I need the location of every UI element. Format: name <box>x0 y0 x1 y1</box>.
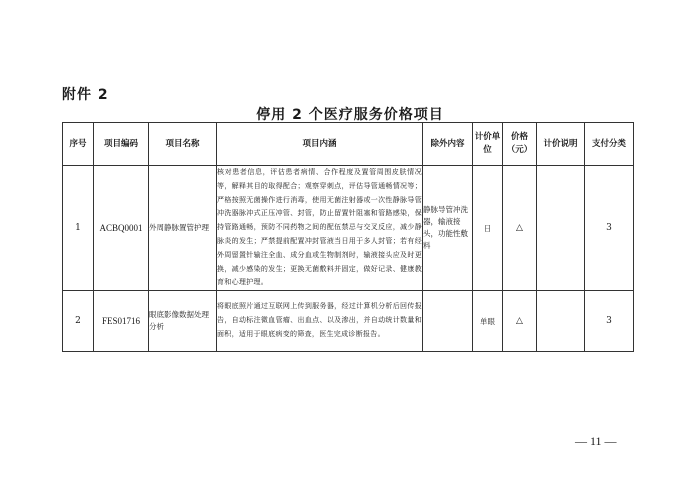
table-row <box>63 291 634 352</box>
row-name: 眼底影像数据处理分析 <box>149 291 217 352</box>
table-row <box>63 166 634 291</box>
row-payment-category: 3 <box>585 291 634 352</box>
row-unit: 日 <box>473 166 503 291</box>
header-exclusions: 除外内容 <box>423 123 473 166</box>
header-content: 项目内涵 <box>217 123 423 166</box>
row-name: 外周静脉置管护理 <box>149 166 217 291</box>
header-price: 价格（元） <box>503 123 537 166</box>
header-name: 项目名称 <box>149 123 217 166</box>
row-seq: 2 <box>63 291 94 352</box>
price-items-table <box>62 122 634 352</box>
row-code: FES01716 <box>94 291 149 352</box>
row-price: △ <box>503 166 537 291</box>
document-title: 停用 2 个医疗服务价格项目 <box>256 107 444 123</box>
header-code: 项目编码 <box>94 123 149 166</box>
row-payment-category: 3 <box>585 166 634 291</box>
row-seq: 1 <box>63 166 94 291</box>
attachment-label: 附件 2 <box>62 87 109 103</box>
row-exclusions: 静脉导管冲洗器，输液接头，功能性敷料 <box>423 166 473 291</box>
header-seq: 序号 <box>63 123 94 166</box>
row-price: △ <box>503 291 537 352</box>
header-pricing-note: 计价说明 <box>537 123 585 166</box>
page-number: — 11 — <box>575 434 617 448</box>
row-pricing-note <box>537 291 585 352</box>
row-content: 核对患者信息，评估患者病情、合作程度及置管周围皮肤情况等，解释其目的取得配合；观察穿刺点，评估导管通畅情况等；严格按照无菌操作进行消毒，使用无菌注射器或一次性静脉导管冲洗器脉冲式正压冲管、封管，防止留置针阻塞和管路感染，保持管路通畅，预防不同药物之间的配伍禁忌与交叉反应，减少静脉炎的发生；严禁提前配置冲封管液当日用于多人封管；若有经外周留置针输注全血、成分血或生物制剂时，输液接头应及时更换，减少感染的发生；更换无菌敷料并固定，做好记录、健康教育和心理护理。 <box>217 166 423 291</box>
row-content: 将眼底照片通过互联网上传到服务器，经过计算机分析后回传报告，自动标注微血管瘤、出血点、以及渗出，并自动统计数量和面积，适用于眼底病变的筛查，医生完成诊断报告。 <box>217 291 423 352</box>
table-header-row <box>63 123 634 166</box>
row-code: ACBQ0001 <box>94 166 149 291</box>
header-unit: 计价单位 <box>473 123 503 166</box>
row-pricing-note <box>537 166 585 291</box>
row-unit: 单眼 <box>473 291 503 352</box>
row-exclusions <box>423 291 473 352</box>
header-payment-category: 支付分类 <box>585 123 634 166</box>
